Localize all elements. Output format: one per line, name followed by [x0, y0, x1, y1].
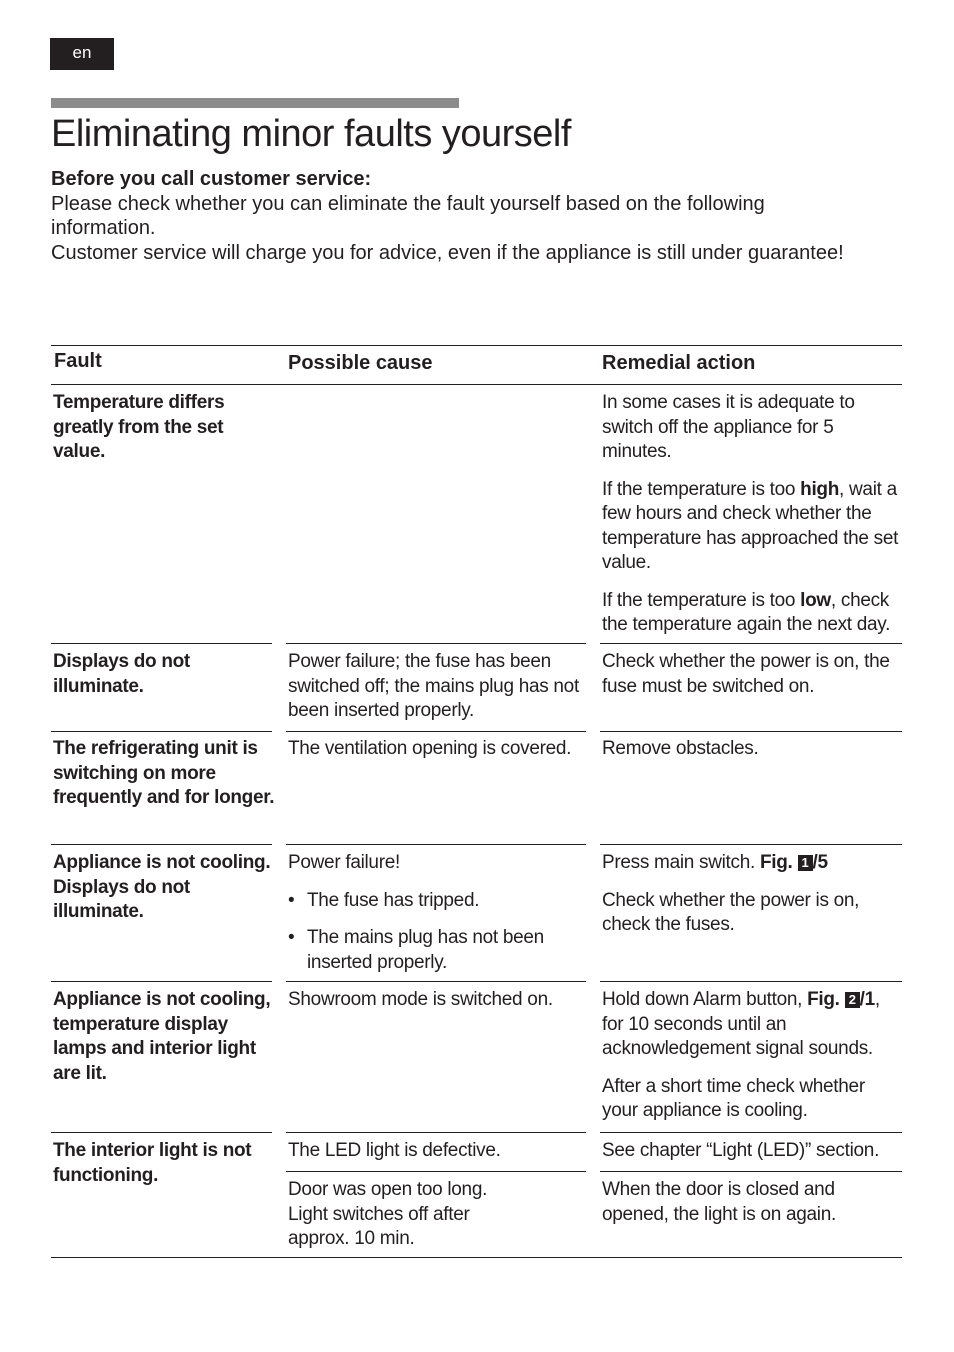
row-divider	[600, 731, 902, 732]
cause-cell	[288, 851, 588, 975]
row-divider	[286, 731, 586, 732]
row-divider	[51, 1132, 272, 1133]
header-fault: Fault	[54, 350, 102, 372]
row-divider	[600, 643, 902, 644]
row-divider	[600, 1132, 902, 1133]
remedy-text: After a short time check whether your appliance is cooling.	[602, 1075, 865, 1121]
row-divider	[286, 643, 586, 644]
figure-number-icon: 1	[798, 855, 813, 871]
fault-cell: Appliance is not cooling. Displays do not illuminate.	[53, 852, 271, 922]
table-header-rule	[51, 384, 902, 385]
intro-lead: Before you call customer service:	[51, 168, 372, 190]
header-cause: Possible cause	[288, 352, 433, 374]
cause-cell: The LED light is defective.	[288, 1140, 501, 1161]
fault-cell: Appliance is not cooling, temperature display lamps and interior light are lit.	[53, 989, 271, 1084]
remedy-text: Check whether the power is on, check the fuses.	[602, 889, 860, 935]
cause-cell: Showroom mode is switched on.	[288, 989, 553, 1010]
row-divider	[51, 844, 272, 845]
fault-cell: The refrigerating unit is switching on more frequently and for longer.	[53, 738, 275, 808]
figure-number-icon: 2	[845, 992, 860, 1008]
row-divider	[51, 643, 272, 644]
intro-section	[51, 167, 851, 265]
row-divider	[286, 1171, 586, 1172]
row-divider	[51, 981, 272, 982]
cause-cell: Power failure; the fuse has been switched off; the mains plug has not been inserted properly.	[288, 651, 579, 721]
fault-cell: The interior light is not functioning.	[53, 1140, 252, 1186]
remedy-cell: Remove obstacles.	[602, 738, 759, 759]
remedy-cell	[602, 391, 902, 638]
table-bottom-rule	[51, 1257, 902, 1258]
row-divider	[600, 1171, 902, 1172]
row-divider	[51, 731, 272, 732]
cause-text: Power failure!	[288, 852, 400, 873]
title-rule	[51, 98, 459, 108]
page-title: Eliminating minor faults yourself	[51, 113, 571, 155]
row-divider	[600, 981, 902, 982]
table-top-rule	[51, 345, 902, 346]
remedy-text: If the temperature is too high, wait a few hours and check whether the temperature has approached the set value.	[602, 478, 899, 573]
language-tab: en	[50, 38, 114, 70]
bullet-icon: •	[288, 889, 295, 911]
intro-paragraph-1: Please check whether you can eliminate the fault yourself based on the following information.	[51, 192, 765, 239]
row-divider	[286, 844, 586, 845]
row-divider	[286, 1132, 586, 1133]
remedy-cell: See chapter “Light (LED)” section.	[602, 1140, 880, 1161]
intro-paragraph-2: Customer service will charge you for advice, even if the appliance is still under guarantee!	[51, 241, 844, 264]
cause-cell: The ventilation opening is covered.	[288, 738, 572, 759]
remedy-text: In some cases it is adequate to switch off the appliance for 5 minutes.	[602, 392, 855, 462]
bullet-item: • The mains plug has not been inserted properly.	[288, 927, 544, 973]
remedy-text: Press main switch. Fig. 1 /5	[602, 852, 828, 873]
fault-cell: Temperature differs greatly from the set value.	[53, 392, 225, 462]
remedy-text: If the temperature is too low, check the temperature again the next day.	[602, 589, 891, 635]
header-remedy: Remedial action	[602, 352, 756, 374]
remedy-text: Hold down Alarm button, Fig. 2 /1, for 10 seconds until an acknowledgement signal sounds.	[602, 989, 880, 1059]
remedy-cell	[602, 851, 902, 938]
row-divider	[286, 981, 586, 982]
cause-cell: Door was open too long. Light switches off after approx. 10 min.	[288, 1179, 488, 1249]
row-divider	[600, 844, 902, 845]
remedy-cell: When the door is closed and opened, the light is on again.	[602, 1179, 836, 1225]
bullet-icon: •	[288, 927, 295, 948]
remedy-cell	[602, 988, 902, 1124]
remedy-cell: Check whether the power is on, the fuse must be switched on.	[602, 651, 890, 697]
fault-cell: Displays do not illuminate.	[53, 651, 190, 697]
bullet-item: • The fuse has tripped.	[288, 889, 588, 914]
